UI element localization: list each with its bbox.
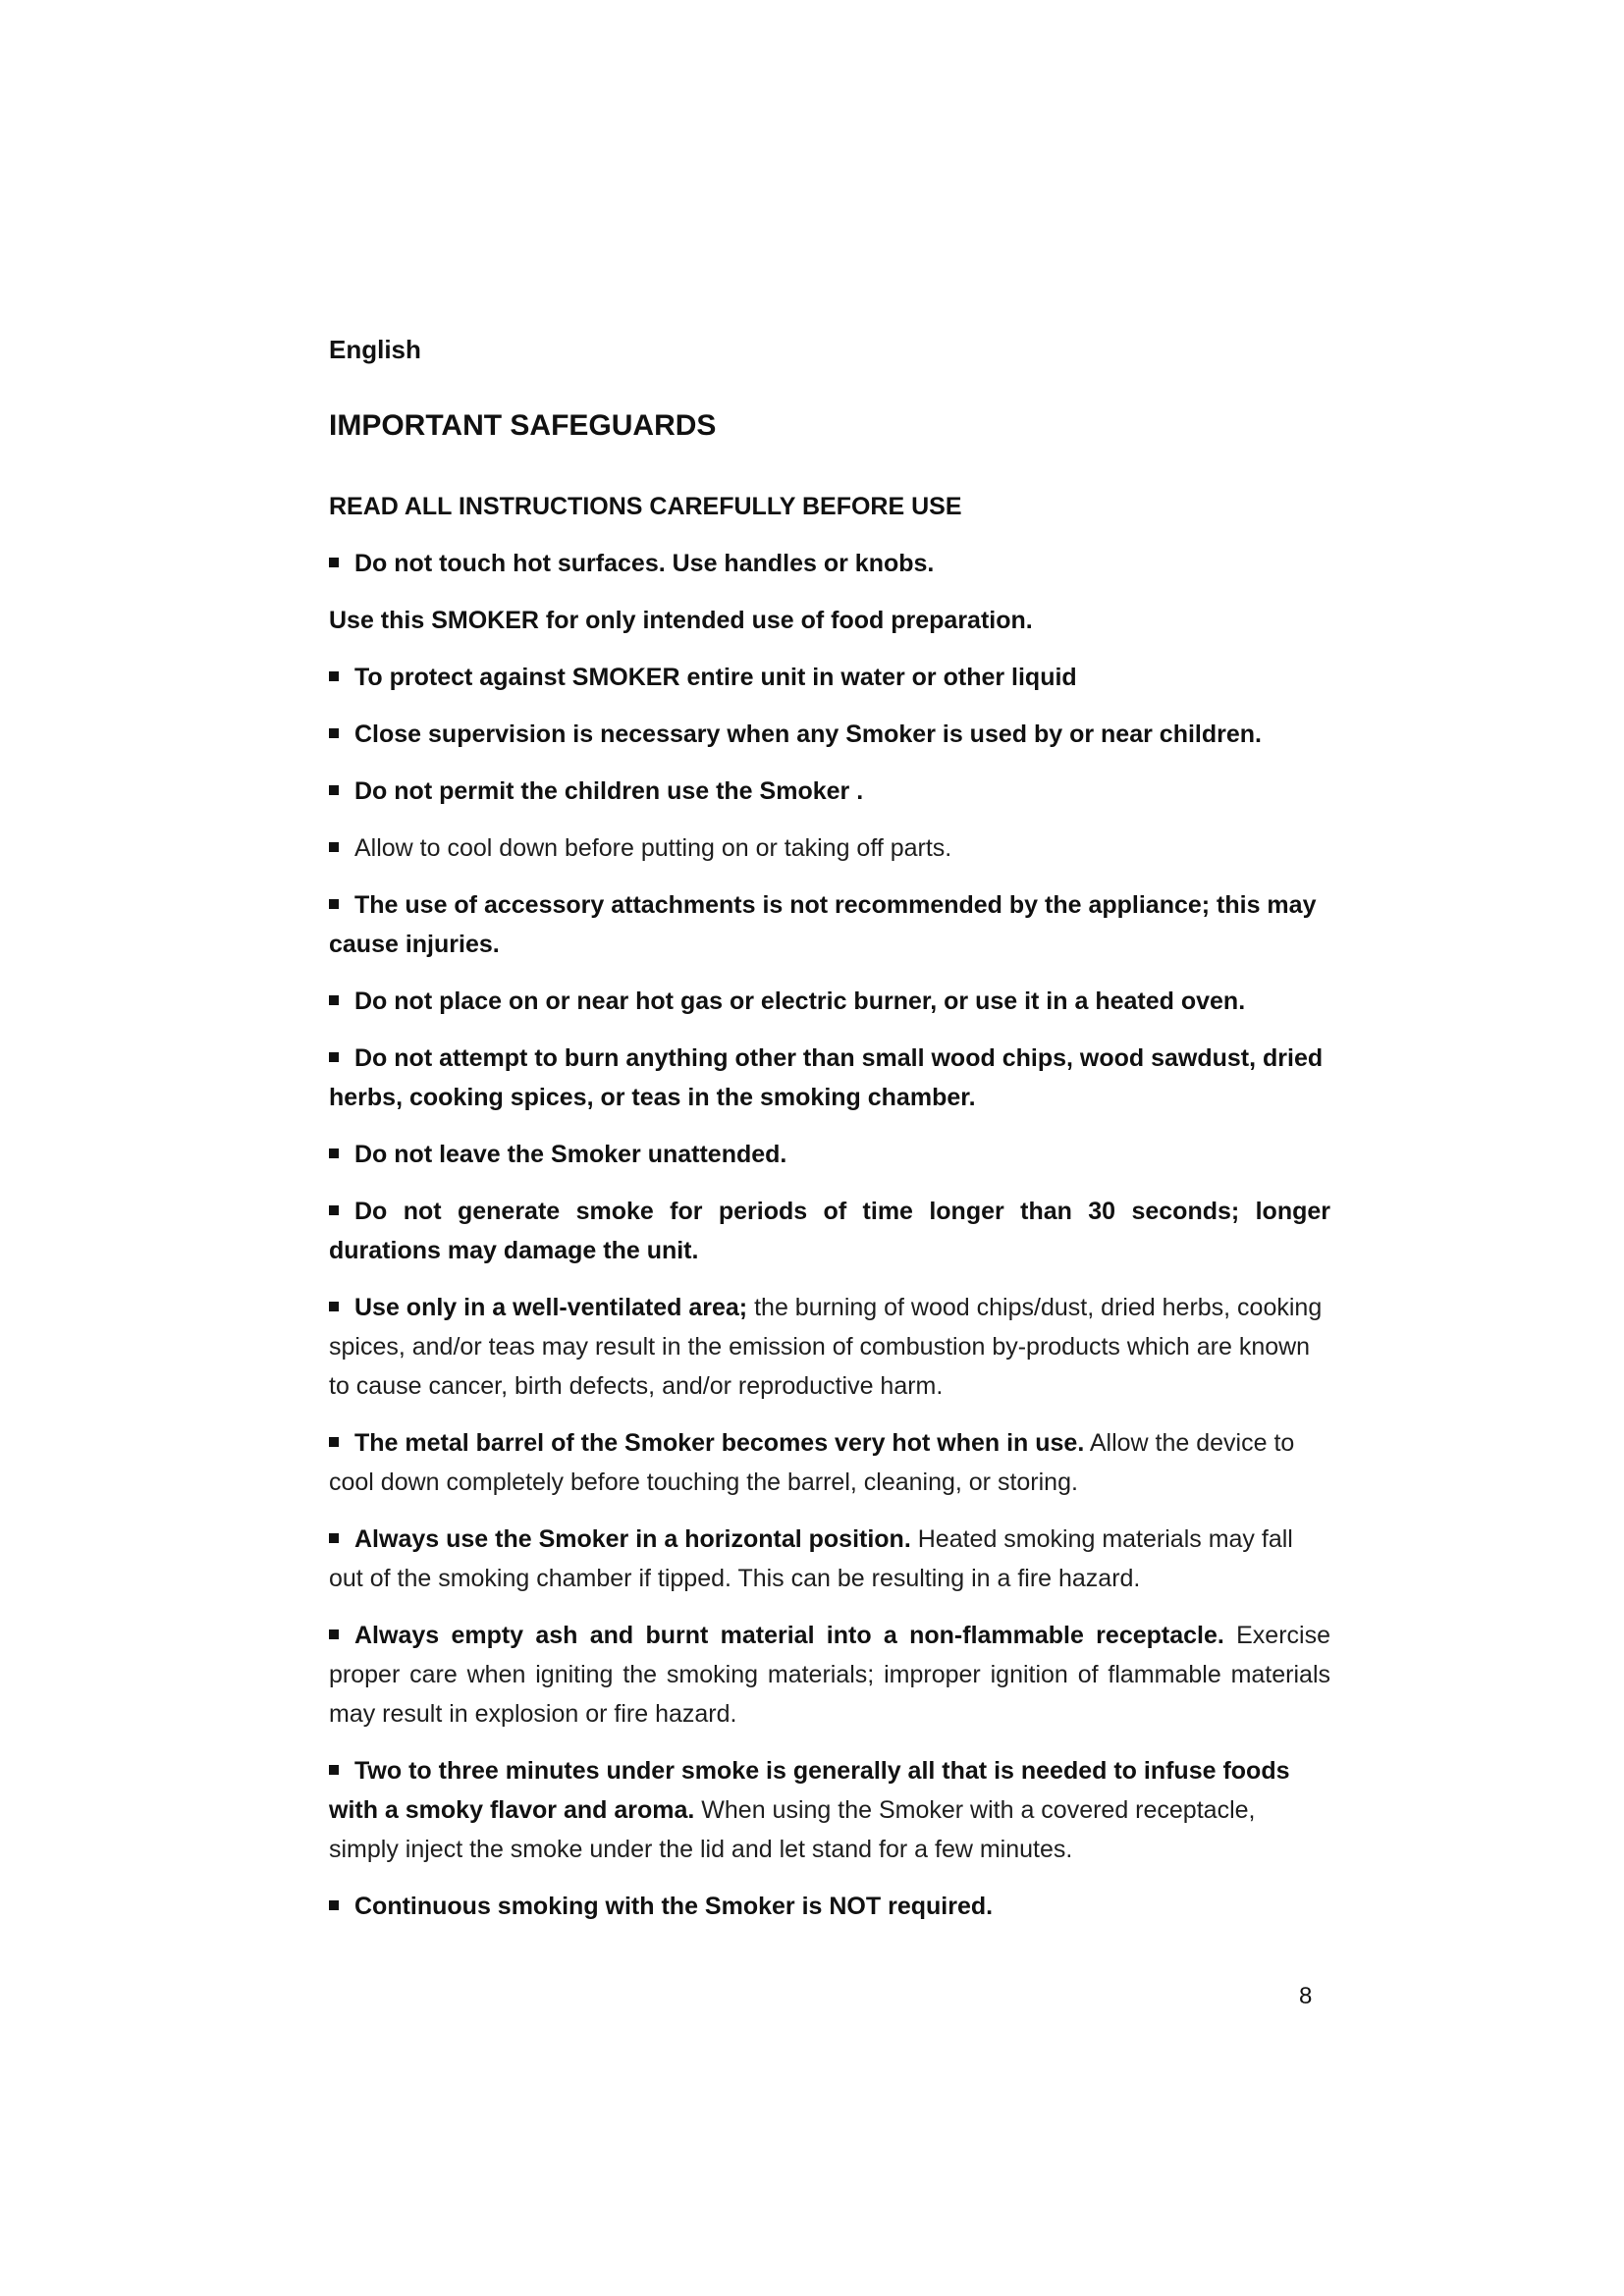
safeguard-item-10 — [329, 1135, 1330, 1174]
safeguard-regular-text: Allow to cool down before putting on or taking off parts. — [354, 834, 952, 862]
safeguard-item-7 — [329, 885, 1330, 964]
safeguard-bold-text: Do not permit the children use the Smoker . — [354, 777, 864, 805]
square-bullet-icon — [329, 899, 339, 909]
safeguard-item-13 — [329, 1423, 1330, 1502]
square-bullet-icon — [329, 995, 339, 1005]
safeguard-item-8 — [329, 982, 1330, 1021]
safeguard-item-3 — [329, 658, 1330, 697]
safeguard-bold-text: Always use the Smoker in a horizontal position. — [354, 1525, 911, 1553]
safeguard-item-14 — [329, 1520, 1330, 1598]
safeguard-bold-text: Always empty ash and burnt material into a non-flammable receptacle. — [354, 1622, 1224, 1649]
safeguard-item-9 — [329, 1039, 1330, 1117]
safeguard-bold-text: The use of accessory attachments is not recommended by the appliance; this may cause injuries. — [329, 891, 1317, 958]
square-bullet-icon — [329, 1629, 339, 1639]
square-bullet-icon — [329, 785, 339, 795]
safeguard-regular-text: Allow the device to cool down completely before touching the barrel, cleaning, or storing. — [329, 1429, 1295, 1496]
safeguard-regular-text: Heated smoking materials may fall out of the smoking chamber if tipped. This can be resulting in a fire hazard. — [329, 1525, 1293, 1592]
safeguard-item-6 — [329, 828, 1330, 868]
safeguard-item-12 — [329, 1288, 1330, 1406]
safeguard-item-4 — [329, 715, 1330, 754]
square-bullet-icon — [329, 1533, 339, 1543]
safeguard-item-5 — [329, 772, 1330, 811]
page-number: 8 — [1299, 1983, 1313, 2009]
safeguard-item-17 — [329, 1887, 1330, 1926]
page-title: IMPORTANT SAFEGUARDS — [329, 409, 717, 442]
safeguard-bold-text: Do not attempt to burn anything other than small wood chips, wood sawdust, dried herbs, cooking spices, or teas in the smoking chamber. — [329, 1044, 1324, 1111]
square-bullet-icon — [329, 671, 339, 681]
safeguard-bold-text: Do not leave the Smoker unattended. — [354, 1141, 787, 1168]
square-bullet-icon — [329, 1900, 339, 1910]
safeguard-bold-text: Do not generate smoke for periods of time longer than 30 seconds; longer durations may damage the unit. — [329, 1198, 1330, 1264]
safeguard-bold-text: Do not touch hot surfaces. Use handles or knobs. — [354, 550, 935, 577]
safeguard-bold-text: Continuous smoking with the Smoker is NOT required. — [354, 1893, 994, 1920]
square-bullet-icon — [329, 1437, 339, 1447]
safeguard-bold-text: Do not place on or near hot gas or electric burner, or use it in a heated oven. — [354, 988, 1246, 1015]
safeguard-regular-text: When using the Smoker with a covered receptacle, simply inject the smoke under the lid and let stand for a few minutes. — [329, 1796, 1256, 1863]
square-bullet-icon — [329, 1302, 339, 1311]
safeguard-bold-text: Two to three minutes under smoke is generally all that is needed to infuse foods with a smoky flavor and aroma. — [329, 1757, 1290, 1824]
square-bullet-icon — [329, 1205, 339, 1215]
square-bullet-icon — [329, 728, 339, 738]
safeguard-bold-text: The metal barrel of the Smoker becomes very hot when in use. — [354, 1429, 1085, 1457]
square-bullet-icon — [329, 842, 339, 852]
safeguard-item-16 — [329, 1751, 1330, 1869]
safeguard-item-15 — [329, 1616, 1330, 1734]
safeguard-bold-text: To protect against SMOKER entire unit in water or other liquid — [354, 664, 1077, 691]
language-label: English — [329, 335, 421, 364]
square-bullet-icon — [329, 1148, 339, 1158]
safeguard-bold-text: Close supervision is necessary when any Smoker is used by or near children. — [354, 721, 1262, 748]
safeguard-item-1 — [329, 544, 1330, 583]
safeguard-bold-text: Use this SMOKER for only intended use of food preparation. — [329, 607, 1033, 634]
safeguard-bold-text: Use only in a well-ventilated area; — [354, 1294, 748, 1321]
square-bullet-icon — [329, 558, 339, 567]
safeguard-regular-text: the burning of wood chips/dust, dried herbs, cooking spices, and/or teas may result in the emission of combustion by-products which are known to cause cancer, birth defects, and/or reproductive harm. — [329, 1294, 1323, 1400]
document-page — [329, 330, 1330, 1944]
instructions-subheading: READ ALL INSTRUCTIONS CAREFULLY BEFORE USE — [329, 493, 962, 520]
square-bullet-icon — [329, 1052, 339, 1062]
safeguard-item-2 — [329, 601, 1330, 640]
safeguard-item-11 — [329, 1192, 1330, 1270]
safeguard-regular-text: Exercise proper care when igniting the smoking materials; improper ignition of flammable materials may result in explosion or fire hazard. — [329, 1622, 1330, 1728]
square-bullet-icon — [329, 1765, 339, 1775]
